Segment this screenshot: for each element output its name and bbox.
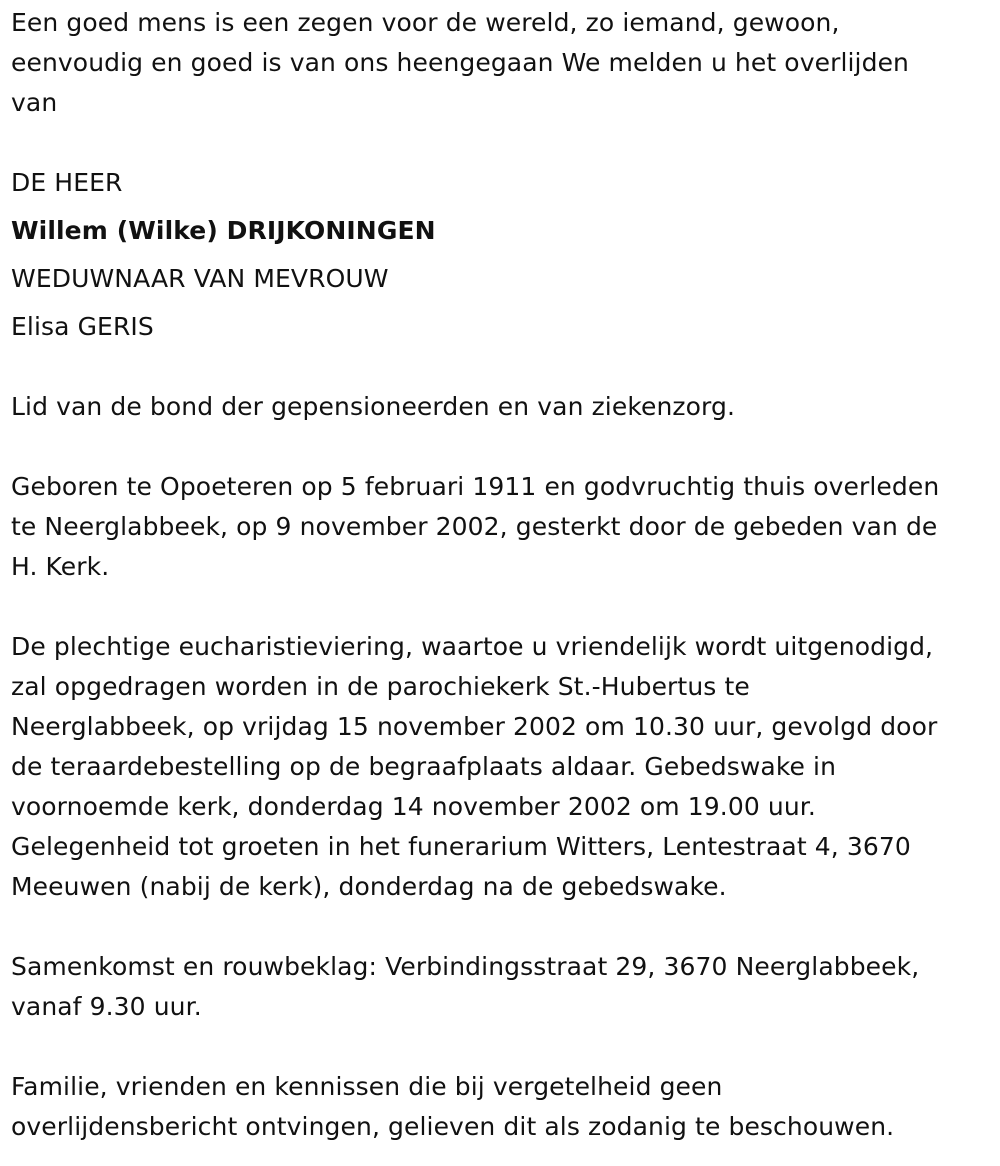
intro-paragraph [11,3,980,123]
spacer [11,587,980,627]
spacer [11,347,980,387]
text-line: Meeuwen (nabij de kerk), donderdag na de gebedswake. [11,872,727,901]
membership-paragraph [11,387,980,427]
text-line: overlijdensbericht ontvingen, gelieven dit als zodanig te beschouwen. [11,1112,895,1141]
text-line: vanaf 9.30 uur. [11,992,202,1021]
text-line: Samenkomst en rouwbeklag: Verbindingsstraat 29, 3670 Neerglabbeek, [11,952,920,981]
ceremony-paragraph [11,627,980,907]
spouse-name: Elisa GERIS [11,312,154,341]
text-line: Lid van de bond der gepensioneerden en van ziekenzorg. [11,392,736,421]
text-line: Familie, vrienden en kennissen die bij vergetelheid geen [11,1072,723,1101]
deceased-name: Willem (Wilke) DRIJKONINGEN [11,216,436,245]
text-line: Een goed mens is een zegen voor de wereld, zo iemand, gewoon, [11,8,840,37]
text-line: Geboren te Opoeteren op 5 februari 1911 en godvruchtig thuis overleden [11,472,940,501]
spacer [11,1027,980,1067]
spacer [11,427,980,467]
text-line: te Neerglabbeek, op 9 november 2002, gesterkt door de gebeden van de [11,512,938,541]
closing-paragraph [11,1067,980,1147]
deceased-block [11,163,980,347]
gathering-paragraph [11,947,980,1027]
deceased-title: DE HEER [11,168,123,197]
text-line: De plechtige eucharistieviering, waartoe u vriendelijk wordt uitgenodigd, [11,632,934,661]
text-line: zal opgedragen worden in de parochiekerk St.-Hubertus te [11,672,750,701]
relation-label: WEDUWNAAR VAN MEVROUW [11,264,389,293]
spacer [11,907,980,947]
text-line: Gelegenheid tot groeten in het funerarium Witters, Lentestraat 4, 3670 [11,832,911,861]
spacer [11,123,980,163]
text-line: H. Kerk. [11,552,110,581]
text-line: de teraardebestelling op de begraafplaats aldaar. Gebedswake in [11,752,837,781]
text-line: eenvoudig en goed is van ons heengegaan We melden u het overlijden [11,48,909,77]
birth-death-paragraph [11,467,980,587]
text-line: Neerglabbeek, op vrijdag 15 november 2002 om 10.30 uur, gevolgd door [11,712,938,741]
text-line: voornoemde kerk, donderdag 14 november 2002 om 19.00 uur. [11,792,816,821]
text-line: van [11,88,58,117]
